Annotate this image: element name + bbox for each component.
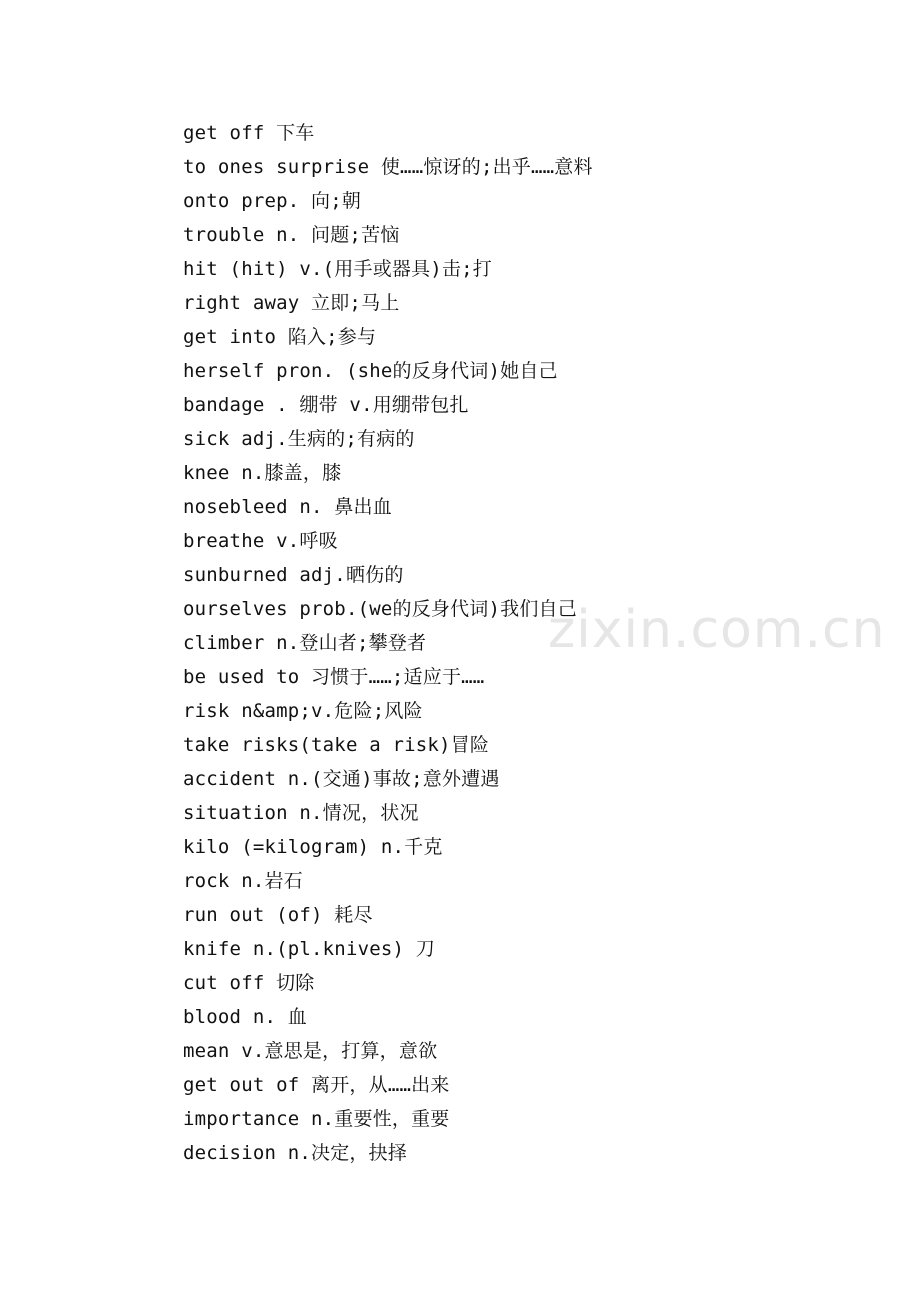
- vocab-line: be used to 习惯于……;适应于……: [183, 666, 485, 688]
- vocab-line: kilo (=kilogram) n.千克: [183, 836, 443, 858]
- vocab-line: decision n.决定，抉择: [183, 1142, 408, 1164]
- vocab-line: get out of 离开，从……出来: [183, 1074, 450, 1096]
- vocab-line: knife n.(pl.knives) 刀: [183, 938, 435, 960]
- vocab-line: onto prep. 向;朝: [183, 190, 362, 212]
- vocab-line: trouble n. 问题;苦恼: [183, 224, 400, 246]
- vocab-line: importance n.重要性，重要: [183, 1108, 450, 1130]
- vocab-line: bandage . 绷带 v.用绷带包扎: [183, 394, 469, 416]
- vocab-line: cut off 切除: [183, 972, 315, 994]
- vocabulary-list: [183, 116, 593, 1170]
- vocab-line: breathe v.呼吸: [183, 530, 338, 552]
- vocab-line: sunburned adj.晒伤的: [183, 564, 404, 586]
- vocab-line: nosebleed n. 鼻出血: [183, 496, 392, 518]
- vocab-line: run out (of) 耗尽: [183, 904, 373, 926]
- vocab-line: take risks(take a risk)冒险: [183, 734, 490, 756]
- vocab-line: get off 下车: [183, 122, 315, 144]
- vocab-line: blood n. 血: [183, 1006, 307, 1028]
- vocab-line: sick adj.生病的;有病的: [183, 428, 415, 450]
- vocab-line: situation n.情况，状况: [183, 802, 419, 824]
- vocab-line: get into 陷入;参与: [183, 326, 377, 348]
- vocab-line: knee n.膝盖，膝: [183, 462, 342, 484]
- vocab-line: risk n&amp;v.危险;风险: [183, 700, 423, 722]
- watermark: zixin.com.cn: [548, 600, 886, 660]
- vocab-line: to ones surprise 使……惊讶的;出乎……意料: [183, 156, 593, 178]
- vocab-line: right away 立即;马上: [183, 292, 400, 314]
- vocab-line: hit (hit) v.(用手或器具)击;打: [183, 258, 492, 280]
- vocab-line: accident n.(交通)事故;意外遭遇: [183, 768, 500, 790]
- vocab-line: ourselves prob.(we的反身代词)我们自己: [183, 598, 577, 620]
- vocab-line: mean v.意思是，打算，意欲: [183, 1040, 438, 1062]
- vocab-line: rock n.岩石: [183, 870, 303, 892]
- vocab-line: herself pron. (she的反身代词)她自己: [183, 360, 558, 382]
- vocab-line: climber n.登山者;攀登者: [183, 632, 427, 654]
